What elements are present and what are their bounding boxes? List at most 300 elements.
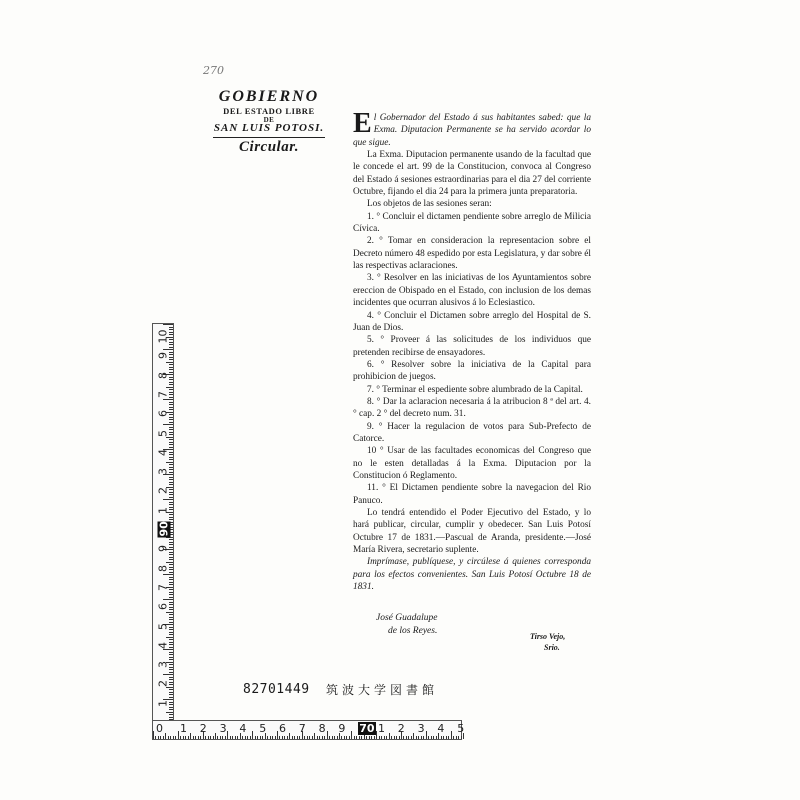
ruler-tick <box>169 464 173 465</box>
ruler-tick <box>208 736 209 739</box>
ruler-label: 2 <box>397 722 405 735</box>
ruler-tick <box>282 736 283 739</box>
ruler-tick <box>163 736 164 739</box>
ruler-tick <box>166 712 173 713</box>
ruler-tick <box>169 479 173 480</box>
ruler-tick <box>461 736 462 739</box>
ruler-tick <box>284 736 285 739</box>
ruler-tick <box>169 467 173 468</box>
ruler-tick <box>169 389 173 390</box>
ruler-tick <box>307 736 308 739</box>
ruler-label: 4 <box>239 722 247 735</box>
ruler-label: 7 <box>156 390 170 398</box>
ruler-label: 5 <box>156 429 170 437</box>
ruler-tick <box>304 736 305 739</box>
ruler-tick <box>225 736 226 739</box>
ruler-tick <box>169 427 173 428</box>
ruler-tick <box>169 469 173 470</box>
ruler-tick <box>169 419 173 420</box>
ruler-tick <box>169 489 173 490</box>
ruler-tick <box>169 359 173 360</box>
ruler-tick <box>169 677 173 678</box>
ruler-label: 5 <box>259 722 267 735</box>
ruler-tick <box>272 736 273 739</box>
ruler-tick <box>217 736 218 739</box>
ruler-tick <box>169 684 173 685</box>
ruler-tick <box>169 669 173 670</box>
ruler-tick <box>205 736 206 739</box>
ruler-label: 6 <box>156 603 170 611</box>
ruler-tick <box>169 629 173 630</box>
ruler-label: 3 <box>156 468 170 476</box>
ruler-tick <box>169 459 173 460</box>
ruler-tick <box>289 733 290 739</box>
ruler-tick <box>277 731 278 739</box>
ruler-tick <box>169 579 173 580</box>
ruler-label: 9 <box>156 545 170 553</box>
ruler-tick <box>446 736 447 739</box>
ruler-tick <box>329 736 330 739</box>
ruler-tick <box>169 639 173 640</box>
ruler-tick <box>374 736 375 739</box>
ruler-tick <box>163 499 173 500</box>
ruler-label: 6 <box>279 722 286 735</box>
ruler-tick <box>359 736 360 739</box>
governor-name-line1: José Guadalupe <box>376 613 438 623</box>
ruler-tick <box>169 392 173 393</box>
ruler-tick <box>169 402 173 403</box>
ruler-label: 4 <box>437 722 445 735</box>
ruler-tick <box>451 731 452 739</box>
ruler-tick <box>406 736 407 739</box>
body-paragraph: 11. ° El Dictamen pendiente sobre la navegacion del Rio Panuco. <box>353 483 591 506</box>
ruler-tick <box>453 736 454 739</box>
ruler-tick <box>169 344 173 345</box>
ruler-tick <box>394 736 395 739</box>
ruler-label: 0 <box>156 722 163 735</box>
ruler-tick <box>158 736 159 739</box>
ruler-tick <box>169 644 173 645</box>
ruler-tick <box>337 736 338 739</box>
ruler-tick <box>169 472 173 473</box>
header-title: GOBIERNO <box>218 88 320 105</box>
ruler-tick <box>169 477 173 478</box>
ruler-tick <box>169 379 173 380</box>
ruler-tick <box>426 731 427 739</box>
ruler-tick <box>413 733 414 739</box>
ruler-tick <box>180 736 181 739</box>
circular-body <box>353 108 591 593</box>
ruler-tick <box>396 736 397 739</box>
ruler-tick <box>441 736 442 739</box>
ruler-tick <box>169 692 173 693</box>
ruler-tick <box>169 504 173 505</box>
ruler-tick <box>169 594 173 595</box>
ruler-tick <box>169 657 173 658</box>
ruler-tick <box>327 731 328 739</box>
ruler-tick <box>173 736 174 739</box>
ruler-tick <box>188 736 189 739</box>
ruler-tick <box>292 736 293 739</box>
ruler-tick <box>169 452 173 453</box>
ruler-tick <box>317 736 318 739</box>
ruler-tick <box>381 736 382 739</box>
ruler-tick <box>237 736 238 739</box>
ruler-tick <box>169 397 173 398</box>
ruler-tick <box>169 422 173 423</box>
ruler-tick <box>220 736 221 739</box>
horizontal-ruler <box>152 720 465 740</box>
ruler-label: 7 <box>156 583 170 591</box>
ruler-tick <box>324 736 325 739</box>
ruler-tick <box>175 736 176 739</box>
ruler-tick <box>190 733 191 739</box>
ruler-tick <box>169 357 173 358</box>
ruler-tick <box>169 457 173 458</box>
ruler-tick <box>279 736 280 739</box>
secretary-name-line2: Srio. <box>544 643 560 652</box>
ruler-tick <box>169 329 173 330</box>
ruler-tick <box>169 539 173 540</box>
ruler-tick <box>169 597 173 598</box>
body-paragraph: 6. ° Resolver sobre la iniciativa de la Capital para prohibicion de juegos. <box>353 359 591 383</box>
ruler-tick <box>403 736 404 739</box>
ruler-tick <box>421 736 422 739</box>
pencil-page-number: 270 <box>203 64 224 77</box>
ruler-tick <box>416 736 417 739</box>
header-subtitle: DEL ESTADO LIBRE <box>223 106 315 116</box>
ruler-tick <box>178 731 179 739</box>
ruler-tick <box>366 736 367 739</box>
ruler-tick <box>245 736 246 739</box>
ruler-tick <box>169 332 173 333</box>
ruler-tick <box>169 434 173 435</box>
intro-paragraph <box>353 108 591 149</box>
ruler-tick <box>169 339 173 340</box>
ruler-tick <box>169 634 173 635</box>
ruler-tick <box>169 604 173 605</box>
ruler-tick <box>354 736 355 739</box>
ruler-tick <box>169 659 173 660</box>
ruler-tick <box>431 736 432 739</box>
ruler-tick <box>169 482 173 483</box>
ruler-label: 2 <box>199 722 207 735</box>
ruler-tick <box>275 736 276 739</box>
ruler-tick <box>169 377 173 378</box>
ruler-tick <box>169 334 173 335</box>
ruler-tick <box>169 447 173 448</box>
vertical-ruler <box>152 323 174 723</box>
ruler-tick <box>169 484 173 485</box>
ruler-tick <box>166 462 173 463</box>
ruler-label: 90 <box>157 521 171 537</box>
ruler-tick <box>169 439 173 440</box>
ruler-tick <box>222 736 223 739</box>
body-paragraph: La Exma. Diputacion permanente usando de la facultad que le concede el art. 99 de la Constitucion, convoca al Congreso del Estado á sesiones estraordinarias para el dia 27 del corriente Octubre, fijando el dia 24 para la primera junta preparatoria. <box>353 150 591 198</box>
body-paragraph: 10 ° Usar de las facultades economicas del Congreso que no le esten detalladas á la Exma. Diputacion por la Constitucion ó Reglamento. <box>353 446 591 481</box>
ruler-tick <box>169 502 173 503</box>
ruler-tick <box>344 736 345 739</box>
ruler-tick <box>153 731 154 739</box>
ruler-tick <box>361 736 362 739</box>
ruler-label: 3 <box>219 722 227 735</box>
ruler-label: 3 <box>156 661 170 669</box>
ruler-tick <box>169 582 173 583</box>
ruler-tick <box>195 736 196 739</box>
ruler-tick <box>163 674 173 675</box>
ruler-tick <box>169 584 173 585</box>
ruler-tick <box>428 736 429 739</box>
ruler-tick <box>384 736 385 739</box>
governor-name-line2: de los Reyes. <box>388 626 438 636</box>
ruler-tick <box>200 736 201 739</box>
ruler-tick <box>169 619 173 620</box>
ruler-tick <box>210 736 211 739</box>
ruler-tick <box>169 547 173 548</box>
body-paragraph: Lo tendrá entendido el Poder Ejecutivo del Estado, y lo hará publicar, circular, cumplir y obedecer. San Luis Potosí Octubre 17 de 1831.—Pascual de Aranda, presidente.—José María Rivera, secretario suplente. <box>353 508 591 556</box>
ruler-tick <box>213 736 214 739</box>
header-de: DE <box>263 116 275 124</box>
ruler-tick <box>287 736 288 739</box>
ruler-tick <box>411 736 412 739</box>
ruler-tick <box>169 642 173 643</box>
ruler-tick <box>260 736 261 739</box>
ruler-tick <box>319 736 320 739</box>
ruler-tick <box>356 736 357 739</box>
ruler-tick <box>169 382 173 383</box>
ruler-tick <box>169 709 173 710</box>
ruler-tick <box>297 736 298 739</box>
ruler-tick <box>169 542 173 543</box>
ruler-label: 8 <box>156 564 170 572</box>
ruler-tick <box>169 714 173 715</box>
body-paragraph: Los objetos de las sesiones seran: <box>367 199 492 210</box>
ruler-tick <box>349 736 350 739</box>
ruler-tick <box>391 736 392 739</box>
ruler-tick <box>235 736 236 739</box>
ruler-tick <box>163 424 173 425</box>
ruler-tick <box>169 494 173 495</box>
ruler-tick <box>168 736 169 739</box>
ruler-tick <box>332 736 333 739</box>
ruler-tick <box>312 736 313 739</box>
ruler-tick <box>169 454 173 455</box>
ruler-tick <box>185 736 186 739</box>
ruler-tick <box>399 736 400 739</box>
ruler-label: 4 <box>156 641 170 649</box>
ruler-tick <box>169 372 173 373</box>
ruler-tick <box>299 736 300 739</box>
ruler-label: 9 <box>338 722 346 735</box>
ruler-tick <box>436 736 437 739</box>
ruler-tick <box>346 736 347 739</box>
header-circular: Circular. <box>239 139 299 155</box>
body-paragraph: 5. ° Proveer á las solicitudes de los individuos que pretenden recibirse de ensayadores. <box>353 335 591 358</box>
ruler-tick <box>169 664 173 665</box>
ruler-tick <box>169 679 173 680</box>
ruler-tick <box>169 697 173 698</box>
ruler-tick <box>250 736 251 739</box>
ruler-tick <box>169 559 173 560</box>
ruler-tick <box>169 682 173 683</box>
ruler-tick <box>169 652 173 653</box>
intro-text: l Gobernador del Estado á sus habitantes sabed: que la Exma. Diputacion Permanente se ha servido acordar lo que sigue. <box>353 113 591 148</box>
ruler-label: 8 <box>318 722 326 735</box>
ruler-tick <box>169 384 173 385</box>
ruler-tick <box>169 367 173 368</box>
ruler-label: 5 <box>457 722 465 735</box>
ruler-tick <box>458 736 459 739</box>
ruler-tick <box>227 731 228 739</box>
ruler-tick <box>169 689 173 690</box>
ruler-tick <box>267 736 268 739</box>
ruler-tick <box>351 731 352 739</box>
ruler-tick <box>169 577 173 578</box>
ruler-label: 1 <box>156 699 170 707</box>
ruler-tick <box>169 704 173 705</box>
ruler-tick <box>169 607 173 608</box>
ruler-tick <box>169 394 173 395</box>
ruler-tick <box>169 627 173 628</box>
ruler-tick <box>371 736 372 739</box>
ruler-tick <box>232 736 233 739</box>
ruler-tick <box>247 736 248 739</box>
ruler-tick <box>169 589 173 590</box>
ruler-tick <box>169 654 173 655</box>
body-paragraph: 8. ° Dar la aclaracion necesaria á la atribucion 8 ª del art. 4. ° cap. 2 ° del decreto num. 31. <box>353 396 591 420</box>
header-city: SAN LUIS POTOSI. <box>213 122 325 134</box>
ruler-tick <box>163 324 173 325</box>
ruler-label: 2 <box>156 680 170 688</box>
ruler-tick <box>169 409 173 410</box>
ruler-label: 8 <box>156 371 170 379</box>
ruler-tick <box>160 736 161 739</box>
ruler-label: 70 <box>359 722 375 735</box>
ruler-label: 3 <box>417 722 425 735</box>
ruler-tick <box>170 736 171 739</box>
ruler-tick <box>270 736 271 739</box>
ruler-label: 1 <box>180 722 187 735</box>
ruler-tick <box>169 602 173 603</box>
body-paragraph: 1. ° Concluir el dictamen pendiente sobre arreglo de Milicia Cívica. <box>353 211 591 235</box>
ruler-tick <box>389 733 390 739</box>
ruler-label: 5 <box>156 622 170 630</box>
ruler-tick <box>169 702 173 703</box>
ruler-tick <box>169 369 173 370</box>
ruler-tick <box>169 622 173 623</box>
body-paragraph: 2. ° Tomar en consideracion la representacion sobre el Decreto número 48 espedido por esta Legislatura, y dar sobre él las respectivas aclaraciones. <box>353 236 591 272</box>
governor-signature <box>376 612 437 638</box>
ruler-tick <box>169 364 173 365</box>
ruler-tick <box>169 509 173 510</box>
ruler-tick <box>169 444 173 445</box>
ruler-tick <box>314 733 315 739</box>
ruler-tick <box>169 667 173 668</box>
ruler-label: 4 <box>156 448 170 456</box>
ruler-tick <box>169 544 173 545</box>
ruler-tick <box>169 507 173 508</box>
header-rule <box>213 137 325 138</box>
library-accession-number: 82701449 <box>243 682 310 697</box>
ruler-tick <box>294 736 295 739</box>
ruler-tick <box>169 519 173 520</box>
ruler-label: 9 <box>156 352 170 360</box>
ruler-tick <box>169 564 173 565</box>
ruler-tick <box>169 552 173 553</box>
ruler-tick <box>169 517 173 518</box>
ruler-tick <box>169 407 173 408</box>
ruler-tick <box>169 352 173 353</box>
ruler-tick <box>169 707 173 708</box>
ruler-tick <box>255 736 256 739</box>
ruler-tick <box>334 736 335 739</box>
ruler-tick <box>341 736 342 739</box>
ruler-tick <box>155 736 156 739</box>
ruler-tick <box>257 736 258 739</box>
ruler-tick <box>169 429 173 430</box>
ruler-tick <box>169 647 173 648</box>
ruler-tick <box>169 514 173 515</box>
ruler-tick <box>169 572 173 573</box>
ruler-label: 2 <box>156 487 170 495</box>
ruler-tick <box>418 736 419 739</box>
closing-paragraph: Imprímase, publíquese, y circúlese á quienes corresponda para los efectos convenientes. San Luis Potosí Octubre 18 de 1831. <box>353 557 591 593</box>
ruler-tick <box>169 557 173 558</box>
ruler-tick <box>169 414 173 415</box>
library-name-stamp: 筑波大学図書館 <box>326 683 439 697</box>
body-paragraph: 9. ° Hacer la regulacion de votos para Sub-Prefecto de Catorce. <box>353 421 591 444</box>
ruler-tick <box>183 736 184 739</box>
ruler-tick <box>443 736 444 739</box>
ruler-tick <box>169 442 173 443</box>
ruler-tick <box>169 694 173 695</box>
ruler-tick <box>433 736 434 739</box>
ruler-tick <box>169 492 173 493</box>
ruler-label: 1 <box>156 506 170 514</box>
ruler-tick <box>262 736 263 739</box>
ruler-tick <box>386 736 387 739</box>
secretary-name-line1: Tirso Vejo, <box>530 632 566 641</box>
ruler-tick <box>169 327 173 328</box>
ruler-tick <box>169 672 173 673</box>
ruler-tick <box>169 717 173 718</box>
ruler-tick <box>169 609 173 610</box>
ruler-tick <box>169 554 173 555</box>
ruler-tick <box>456 736 457 739</box>
ruler-tick <box>252 731 253 739</box>
ruler-tick <box>369 736 370 739</box>
ruler-tick <box>169 632 173 633</box>
ruler-tick <box>242 736 243 739</box>
ruler-tick <box>165 733 166 739</box>
ruler-tick <box>169 347 173 348</box>
body-paragraph: 7. ° Terminar el espediente sobre alumbrado de la Capital. <box>367 384 583 395</box>
ruler-tick <box>169 432 173 433</box>
ruler-tick <box>166 637 173 638</box>
ruler-tick <box>322 736 323 739</box>
ruler-tick <box>408 736 409 739</box>
ruler-tick <box>169 614 173 615</box>
ruler-tick <box>169 404 173 405</box>
ruler-label: 10 <box>156 329 170 344</box>
ruler-tick <box>169 354 173 355</box>
ruler-tick <box>169 592 173 593</box>
ruler-label: 7 <box>298 722 306 735</box>
ruler-tick <box>169 417 173 418</box>
secretary-signature <box>530 631 565 653</box>
ruler-tick <box>215 733 216 739</box>
ruler-tick <box>198 736 199 739</box>
